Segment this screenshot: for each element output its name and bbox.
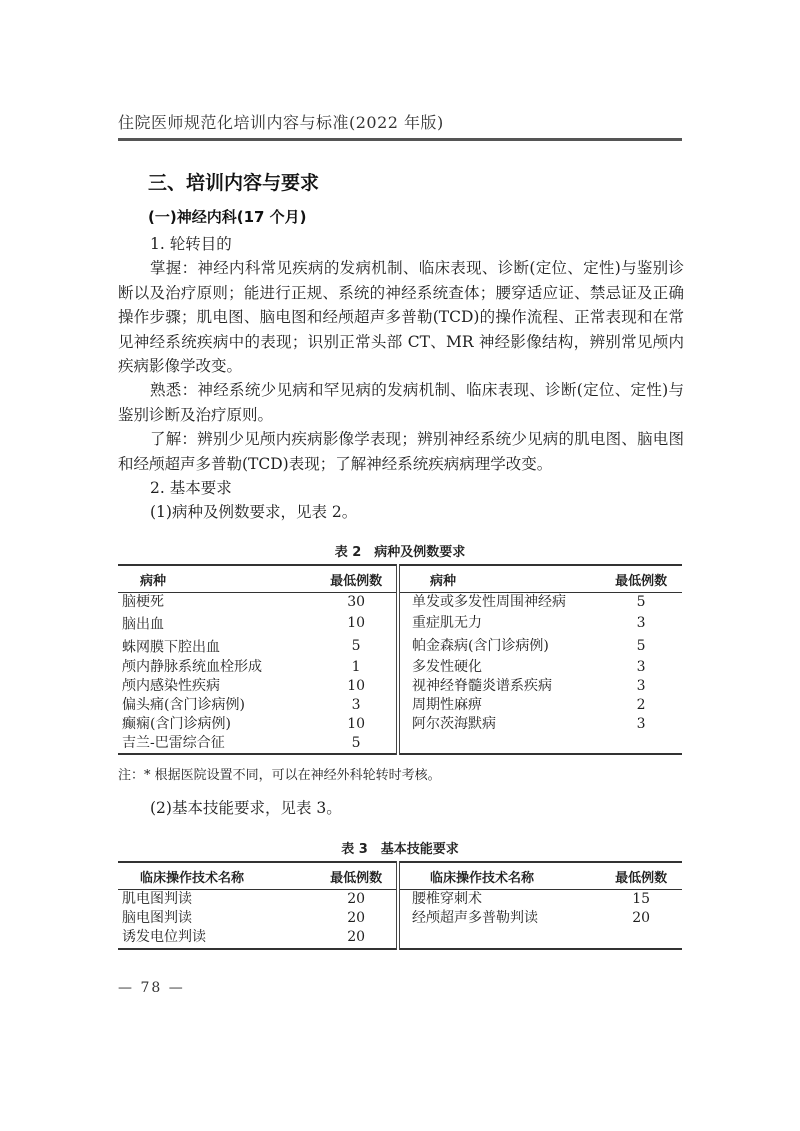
table-row	[118, 658, 682, 677]
min-count: 5	[351, 735, 361, 752]
item-name: 经颅超声多普勒判读	[411, 910, 538, 927]
min-count: 15	[632, 891, 651, 908]
min-count: 10	[347, 615, 366, 632]
table-row	[118, 677, 682, 696]
min-count: 20	[347, 929, 366, 946]
item-name: 颅内感染性疾病	[122, 677, 220, 694]
min-count: 30	[347, 594, 366, 611]
table-row	[118, 715, 682, 734]
min-count: 5	[636, 594, 646, 611]
item-name: 颅内静脉系统血栓形成	[122, 658, 262, 675]
min-count: 10	[347, 677, 366, 694]
empty-cell	[408, 734, 600, 754]
page-number: — 78 —	[118, 980, 185, 996]
header-disease: 病种	[429, 573, 456, 589]
min-count: 1	[351, 658, 361, 675]
header-min-cases: 最低例数	[330, 573, 383, 589]
header-procedure: 临床操作技术名称	[140, 870, 245, 886]
table-row	[118, 612, 682, 635]
empty-cell	[408, 928, 600, 948]
empty-cell	[600, 928, 682, 948]
table2-caption: 表 2 病种及例数要求	[334, 545, 466, 560]
item-name: 多发性硬化	[411, 658, 482, 675]
item-name: 周期性麻痹	[411, 696, 482, 713]
item-name: 脑梗死	[122, 594, 164, 611]
header-disease: 病种	[140, 573, 167, 589]
empty-cell	[600, 734, 682, 754]
table-row	[118, 635, 682, 658]
table-row	[118, 734, 682, 754]
min-count: 2	[636, 696, 646, 713]
min-count: 3	[636, 658, 646, 675]
table-row	[118, 593, 682, 613]
table2-reference: (1)病种及例数要求，见表 2。	[150, 503, 358, 521]
min-count: 5	[351, 637, 361, 654]
item-name: 阿尔茨海默病	[411, 716, 496, 733]
header-procedure: 临床操作技术名称	[429, 870, 534, 886]
header-min-cases: 最低例数	[615, 870, 668, 886]
table2-footnote: 注：* 根据医院设置不同，可以在神经外科轮转时考核。	[118, 768, 441, 783]
item-name: 肌电图判读	[122, 891, 192, 908]
item-name: 癫痫(含门诊病例)	[122, 716, 231, 733]
basic-heading: 2. 基本要求	[150, 479, 232, 497]
subsection-title: (一)神经内科(17 个月)	[148, 208, 307, 226]
item-name: 视神经脊髓炎谱系疾病	[411, 677, 552, 694]
min-count: 20	[632, 910, 651, 927]
item-name: 蛛网膜下腔出血	[122, 639, 220, 656]
running-header: 住院医师规范化培训内容与标准(2022 年版)	[118, 113, 444, 132]
min-count: 3	[636, 716, 646, 733]
min-count: 5	[636, 637, 646, 654]
item-name: 腰椎穿刺术	[411, 891, 482, 908]
min-count: 3	[636, 615, 646, 632]
goal-heading: 1. 轮转目的	[150, 235, 232, 253]
header-min-cases: 最低例数	[615, 573, 668, 589]
item-name: 吉兰-巴雷综合征	[122, 735, 225, 752]
table-row	[118, 890, 682, 910]
item-name: 偏头痛(含门诊病例)	[122, 696, 245, 713]
min-count: 20	[347, 891, 366, 908]
disease-case-table	[118, 564, 682, 755]
min-count: 10	[347, 716, 366, 733]
table3-reference: (2)基本技能要求，见表 3。	[150, 799, 342, 817]
table-row	[118, 928, 682, 948]
table3-caption: 表 3 基本技能要求	[341, 842, 459, 857]
item-name: 脑电图判读	[122, 910, 192, 927]
skills-table	[118, 861, 682, 950]
familiar-paragraph: 熟悉：神经系统少见病和罕见病的发病机制、临床表现、诊断(定位、定性)与鉴别诊断及治疗原则。	[118, 381, 684, 424]
item-name: 单发或多发性周围神经病	[411, 594, 566, 611]
item-name: 重症肌无力	[411, 615, 482, 632]
table-row	[118, 909, 682, 928]
item-name: 帕金森病(含门诊病例)	[411, 637, 549, 654]
header-rule	[118, 138, 682, 141]
item-name: 脑出血	[122, 616, 164, 633]
min-count: 3	[351, 696, 361, 713]
min-count: 20	[347, 910, 366, 927]
header-min-cases: 最低例数	[330, 870, 383, 886]
table-row	[118, 696, 682, 715]
master-paragraph: 掌握：神经内科常见疾病的发病机制、临床表现、诊断(定位、定性)与鉴别诊断以及治疗原则；能进行正规、系统的神经系统查体；腰穿适应证、禁忌证及正确操作步骤；肌电图、脑电图和经颅超声多普勒(TCD)的操作流程、正常表现和在常见神经系统疾病中的表现；识别正常头部 CT、MR 神经影像结构，辨别常见颅内疾病影像学改变。	[118, 259, 684, 375]
min-count: 3	[636, 677, 646, 694]
understand-paragraph: 了解：辨别少见颅内疾病影像学表现；辨别神经系统少见病的肌电图、脑电图和经颅超声多普勒(TCD)表现；了解神经系统疾病病理学改变。	[118, 430, 684, 473]
item-name: 诱发电位判读	[122, 929, 206, 946]
section-title: 三、培训内容与要求	[148, 172, 320, 194]
